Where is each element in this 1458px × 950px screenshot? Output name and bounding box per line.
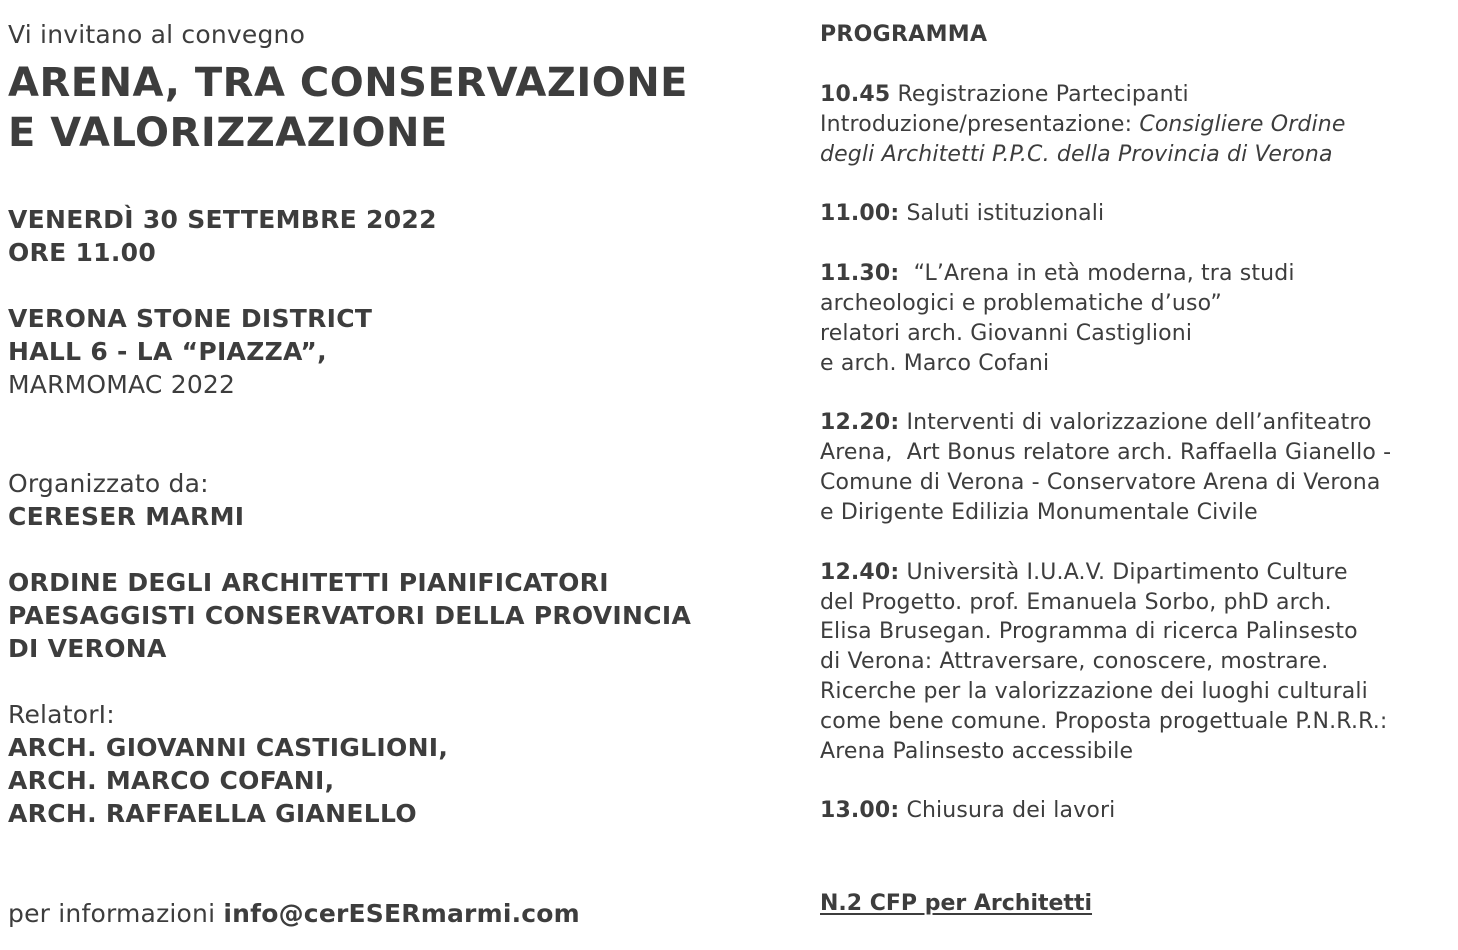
organizer-cereser: CERESER MARMI (8, 502, 245, 531)
program-item-1220-line-3: Comune di Verona - Conservatore Arena di Verona (820, 470, 1381, 495)
organizer-ordine-line-2: PAESAGGISTI CONSERVATORI DELLA PROVINCIA (8, 601, 692, 630)
program-item-1045-line-3 (820, 142, 1333, 167)
program-item-1240-line-2: del Progetto. prof. Emanuela Sorbo, phD arch. (820, 590, 1332, 615)
speaker-2: ARCH. MARCO COFANI, (8, 766, 335, 795)
program-text: Interventi di valorizzazione dell’anfiteatro (899, 410, 1372, 435)
program-time: 13.00: (820, 798, 900, 823)
program-time: 12.40: (820, 560, 900, 585)
speaker-3: ARCH. RAFFAELLA GIANELLO (8, 799, 417, 828)
program-item-1240-line-4: di Verona: Attraversare, conoscere, mostrare. (820, 649, 1329, 674)
program-text: Registrazione Partecipanti (890, 82, 1189, 107)
program-item-1240-line-6: come bene comune. Proposta progettuale P.N.R.R.: (820, 709, 1388, 734)
info-email-link[interactable]: info@cerESERmarmi.com (223, 899, 580, 928)
program-item-1220-line-4: e Dirigente Edilizia Monumentale Civile (820, 500, 1258, 525)
program-item-1240-line-3: Elisa Brusegan. Programma di ricerca Palinsesto (820, 619, 1358, 644)
cfp-note: N.2 CFP per Architetti (820, 891, 1093, 916)
title-line-2: E VALORIZZAZIONE (8, 110, 448, 156)
program-item-1300 (820, 798, 1115, 823)
program-text: Saluti istituzionali (899, 201, 1105, 226)
program-text: Introduzione/presentazione: (820, 112, 1140, 137)
organized-label: Organizzato da: (8, 469, 209, 498)
program-text: “L’Arena in età moderna, tra studi (899, 261, 1295, 286)
program-item-1100 (820, 201, 1104, 226)
program-text: Chiusura dei lavori (899, 798, 1116, 823)
venue-line-2: HALL 6 - LA “PIAZZA”, (8, 337, 327, 366)
speakers-label: RelatorI: (8, 700, 115, 729)
program-item-1220 (820, 410, 1372, 435)
program-time: 11.00: (820, 201, 900, 226)
program-item-1130 (820, 261, 1295, 286)
title-line-1: ARENA, TRA CONSERVAZIONE (8, 60, 689, 106)
program-item-1240 (820, 560, 1348, 585)
program-item-1130-line-4: e arch. Marco Cofani (820, 351, 1050, 376)
program-item-1045-line-2 (820, 112, 1346, 137)
event-date: VENERDÌ 30 SETTEMBRE 2022 (8, 205, 437, 234)
organizer-ordine-line-1: ORDINE DEGLI ARCHITETTI PIANIFICATORI (8, 568, 609, 597)
organizer-ordine-line-3: DI VERONA (8, 634, 167, 663)
venue-line-1: VERONA STONE DISTRICT (8, 304, 373, 333)
info-label: per informazioni (8, 899, 224, 928)
info-line (8, 899, 580, 928)
program-text-italic: Consigliere Ordine (1139, 112, 1346, 137)
program-title: PROGRAMMA (820, 22, 988, 47)
program-time: 12.20: (820, 410, 900, 435)
program-item-1240-line-7: Arena Palinsesto accessibile (820, 739, 1134, 764)
program-item-1130-line-3: relatori arch. Giovanni Castiglioni (820, 321, 1193, 346)
venue-line-3: MARMOMAC 2022 (8, 370, 236, 399)
program-text-italic: degli Architetti P.P.C. della Provincia di Verona (820, 142, 1333, 167)
program-time: 11.30: (820, 261, 900, 286)
program-item-1045 (820, 82, 1189, 107)
event-time: ORE 11.00 (8, 238, 157, 267)
invite-text: Vi invitano al convegno (8, 20, 306, 49)
program-item-1220-line-2: Arena, Art Bonus relatore arch. Raffaella Gianello - (820, 440, 1392, 465)
program-item-1130-line-2: archeologici e problematiche d’uso” (820, 291, 1222, 316)
speaker-1: ARCH. GIOVANNI CASTIGLIONI, (8, 733, 449, 762)
program-text: Università I.U.A.V. Dipartimento Culture (899, 560, 1348, 585)
program-time: 10.45 (820, 82, 891, 107)
program-item-1240-line-5: Ricerche per la valorizzazione dei luoghi culturali (820, 679, 1368, 704)
